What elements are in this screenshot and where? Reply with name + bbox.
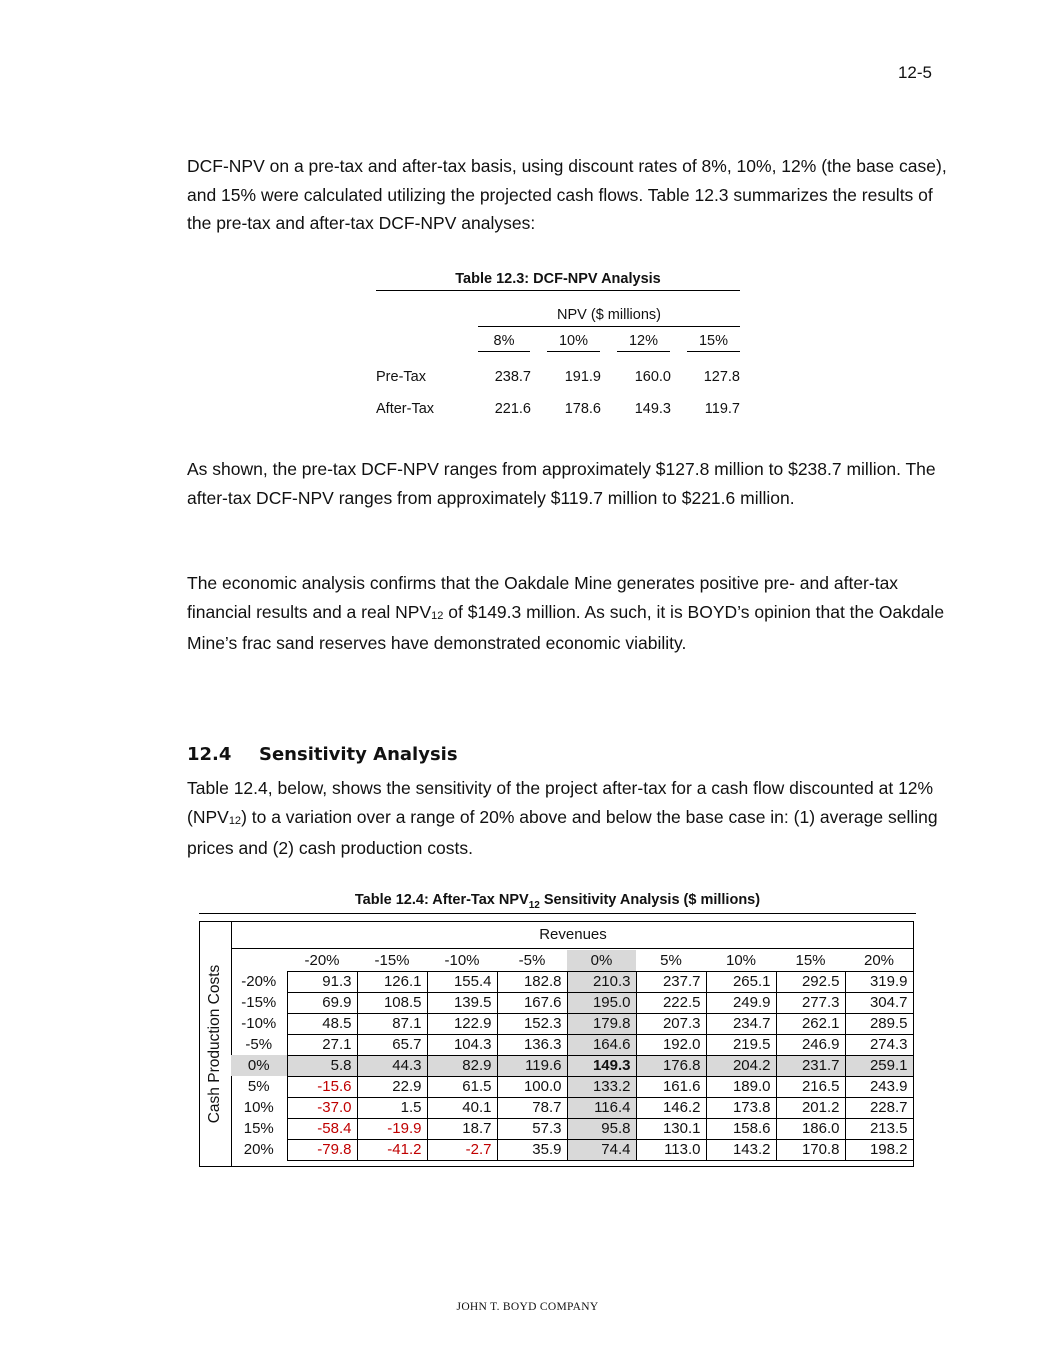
npv-cell: 319.9 xyxy=(845,971,913,992)
npv-cell: 133.2 xyxy=(567,1076,636,1097)
npv-cell: 210.3 xyxy=(567,971,636,992)
npv-cell: 228.7 xyxy=(845,1097,913,1118)
t3-cell: 149.3 xyxy=(634,401,671,417)
npv-cell: 18.7 xyxy=(427,1118,497,1139)
npv-cell: 149.3 xyxy=(567,1055,636,1076)
npv-cell: 136.3 xyxy=(497,1034,567,1055)
cost-row-label: 20% xyxy=(243,1141,274,1158)
npv-cell: 143.2 xyxy=(706,1139,776,1160)
t3-cell: 178.6 xyxy=(564,401,601,417)
npv-cell: 1.5 xyxy=(357,1097,427,1118)
npv-cell: 5.8 xyxy=(287,1055,357,1076)
section-number: 12.4 xyxy=(187,744,232,765)
revenue-col-header: 10% xyxy=(725,951,757,969)
npv-cell: 219.5 xyxy=(706,1034,776,1055)
npv-cell: 201.2 xyxy=(776,1097,845,1118)
econ-text-b: of $149.3 million. As such, it is BOYD’s opinion that the Oakdale Mine’s frac sand reserves have demonstrated economic viability. xyxy=(187,601,945,653)
revenue-col-header: -20% xyxy=(304,951,340,969)
npv-cell: 155.4 xyxy=(427,971,497,992)
npv-cell: 249.9 xyxy=(706,992,776,1013)
t4-title-a: Table 12.4: After-Tax NPV xyxy=(354,892,529,908)
range-paragraph: As shown, the pre-tax DCF-NPV ranges from approximately $127.8 million to $238.7 million. The after-tax DCF-NPV ranges from approximately $119.7 million to $221.6 million. xyxy=(187,459,936,508)
npv-cell: 48.5 xyxy=(287,1013,357,1034)
npv-group-header: NPV ($ millions) xyxy=(478,307,740,327)
npv-cell: 182.8 xyxy=(497,971,567,992)
npv-cell: 113.0 xyxy=(636,1139,706,1160)
revenue-col-header: -10% xyxy=(444,951,480,969)
revenue-col-header: 0% xyxy=(567,950,636,971)
npv-cell: 119.6 xyxy=(497,1055,567,1076)
npv-cell: 179.8 xyxy=(567,1013,636,1034)
t3-cell: 119.7 xyxy=(704,401,740,417)
revenue-col-header: -15% xyxy=(374,951,410,969)
npv-cell: 289.5 xyxy=(845,1013,913,1034)
npv-cell: 61.5 xyxy=(427,1076,497,1097)
sens-text-a: Table 12.4, below, shows the sensitivity of the project after-tax for a cash flow discounted at 12% (NPV xyxy=(187,778,934,827)
npv-cell: 262.1 xyxy=(776,1013,845,1034)
npv-cell: 204.2 xyxy=(706,1055,776,1076)
npv-cell: 207.3 xyxy=(636,1013,706,1034)
npv-cell: 274.3 xyxy=(845,1034,913,1055)
npv-cell: 126.1 xyxy=(357,971,427,992)
page-number: 12-5 xyxy=(897,63,932,82)
npv-cell: 122.9 xyxy=(427,1013,497,1034)
npv-cell: 265.1 xyxy=(706,971,776,992)
cost-row-label: -10% xyxy=(241,1015,277,1032)
npv-cell: 22.9 xyxy=(357,1076,427,1097)
section-title: Sensitivity Analysis xyxy=(259,744,458,765)
npv-cell: 82.9 xyxy=(427,1055,497,1076)
npv-cell: 234.7 xyxy=(706,1013,776,1034)
npv-cell: -37.0 xyxy=(287,1097,357,1118)
npv-cell: 189.0 xyxy=(706,1076,776,1097)
npv-cell: 130.1 xyxy=(636,1118,706,1139)
npv-cell: 104.3 xyxy=(427,1034,497,1055)
t3-cell: 221.6 xyxy=(494,401,531,417)
t3-col-header: 12% xyxy=(617,333,670,352)
npv-cell: 213.5 xyxy=(845,1118,913,1139)
sensitivity-grid xyxy=(231,950,914,1161)
npv-cell: 40.1 xyxy=(427,1097,497,1118)
revenue-col-header: 5% xyxy=(660,951,682,969)
npv-cell: 27.1 xyxy=(287,1034,357,1055)
revenue-col-header: 15% xyxy=(795,951,826,969)
t3-col-header: 8% xyxy=(478,333,530,352)
npv-cell: 91.3 xyxy=(287,971,357,992)
npv-cell: -15.6 xyxy=(287,1076,357,1097)
cost-row-label: -20% xyxy=(241,973,277,990)
cost-row-label: 10% xyxy=(243,1099,274,1116)
npv-cell: 161.6 xyxy=(636,1076,706,1097)
npv-cell: 87.1 xyxy=(357,1013,427,1034)
row-axis-label xyxy=(199,921,231,1167)
npv-cell: 139.5 xyxy=(427,992,497,1013)
npv-cell: 198.2 xyxy=(845,1139,913,1160)
econ-text-a: The economic analysis confirms that the Oakdale Mine generates positive pre- and after-tax financial results and a real NPV xyxy=(187,573,899,622)
grid-corner xyxy=(231,950,287,971)
npv-cell: 44.3 xyxy=(357,1055,427,1076)
t4-title-b: Sensitivity Analysis ($ millions) xyxy=(539,892,761,908)
revenue-col-header: 20% xyxy=(863,951,895,969)
npv-cell: 259.1 xyxy=(845,1055,913,1076)
cost-row-label: 5% xyxy=(247,1078,270,1095)
npv-cell: 100.0 xyxy=(497,1076,567,1097)
row-axis-text: Cash Production Costs xyxy=(206,964,223,1124)
table-12-4-title xyxy=(199,892,916,914)
revenue-col-header: -5% xyxy=(518,951,546,969)
npv-cell: -2.7 xyxy=(427,1139,497,1160)
npv-cell: 173.8 xyxy=(706,1097,776,1118)
npv-cell: 246.9 xyxy=(776,1034,845,1055)
npv-cell: -19.9 xyxy=(357,1118,427,1139)
t3-cell: 191.9 xyxy=(564,369,601,385)
economic-paragraph xyxy=(187,569,947,658)
npv-cell: 158.6 xyxy=(706,1118,776,1139)
t4-title-subscript: 12 xyxy=(528,899,540,911)
npv-cell: -79.8 xyxy=(287,1139,357,1160)
npv-cell: 65.7 xyxy=(357,1034,427,1055)
t3-row-label: After-Tax xyxy=(376,401,435,417)
npv-cell: -41.2 xyxy=(357,1139,427,1160)
npv-cell: 152.3 xyxy=(497,1013,567,1034)
npv-cell: 57.3 xyxy=(497,1118,567,1139)
npv-cell: 167.6 xyxy=(497,992,567,1013)
npv-cell: 95.8 xyxy=(567,1118,636,1139)
npv-cell: 243.9 xyxy=(845,1076,913,1097)
npv-cell: 176.8 xyxy=(636,1055,706,1076)
sens-subscript: 12 xyxy=(228,814,242,827)
npv-cell: 192.0 xyxy=(636,1034,706,1055)
table-12-3-title: Table 12.3: DCF-NPV Analysis xyxy=(376,271,740,291)
npv-cell: 292.5 xyxy=(776,971,845,992)
npv-cell: 78.7 xyxy=(497,1097,567,1118)
sensitivity-paragraph xyxy=(187,774,947,863)
cost-row-label: 15% xyxy=(243,1120,274,1137)
npv-cell: 304.7 xyxy=(845,992,913,1013)
econ-subscript: 12 xyxy=(431,609,444,622)
npv-cell: 108.5 xyxy=(357,992,427,1013)
t3-row-label: Pre-Tax xyxy=(376,369,426,385)
npv-cell: 69.9 xyxy=(287,992,357,1013)
sens-text-b: ) to a variation over a range of 20% above and below the base case in: (1) average selling prices and (2) cash production costs. xyxy=(187,806,938,858)
npv-cell: 195.0 xyxy=(567,992,636,1013)
npv-cell: 170.8 xyxy=(776,1139,845,1160)
npv-cell: -58.4 xyxy=(287,1118,357,1139)
footer-company: JOHN T. BOYD COMPANY xyxy=(456,1301,599,1313)
npv-cell: 164.6 xyxy=(567,1034,636,1055)
t3-cell: 127.8 xyxy=(703,369,740,385)
npv-cell: 231.7 xyxy=(776,1055,845,1076)
npv-cell: 35.9 xyxy=(497,1139,567,1160)
t3-cell: 238.7 xyxy=(494,369,531,385)
cost-row-label: -15% xyxy=(241,994,277,1011)
npv-cell: 222.5 xyxy=(636,992,706,1013)
t3-col-header: 10% xyxy=(547,333,600,352)
npv-cell: 237.7 xyxy=(636,971,706,992)
cost-row-label: 0% xyxy=(231,1055,287,1076)
intro-paragraph: DCF-NPV on a pre-tax and after-tax basis, using discount rates of 8%, 10%, 12% (the base case), and 15% were calculated utilizing the projected cash flows. Table 12.3 summarizes the results of the pre-tax and after-tax DCF-NPV analyses: xyxy=(187,156,947,233)
cost-row-label: -5% xyxy=(245,1036,273,1053)
npv-cell: 146.2 xyxy=(636,1097,706,1118)
npv-cell: 74.4 xyxy=(567,1139,636,1160)
section-heading xyxy=(187,744,458,765)
t3-cell: 160.0 xyxy=(634,369,671,385)
npv-cell: 116.4 xyxy=(567,1097,636,1118)
col-axis-label: Revenues xyxy=(231,921,914,949)
t3-col-header: 15% xyxy=(687,333,740,352)
npv-cell: 277.3 xyxy=(776,992,845,1013)
npv-cell: 216.5 xyxy=(776,1076,845,1097)
npv-cell: 186.0 xyxy=(776,1118,845,1139)
